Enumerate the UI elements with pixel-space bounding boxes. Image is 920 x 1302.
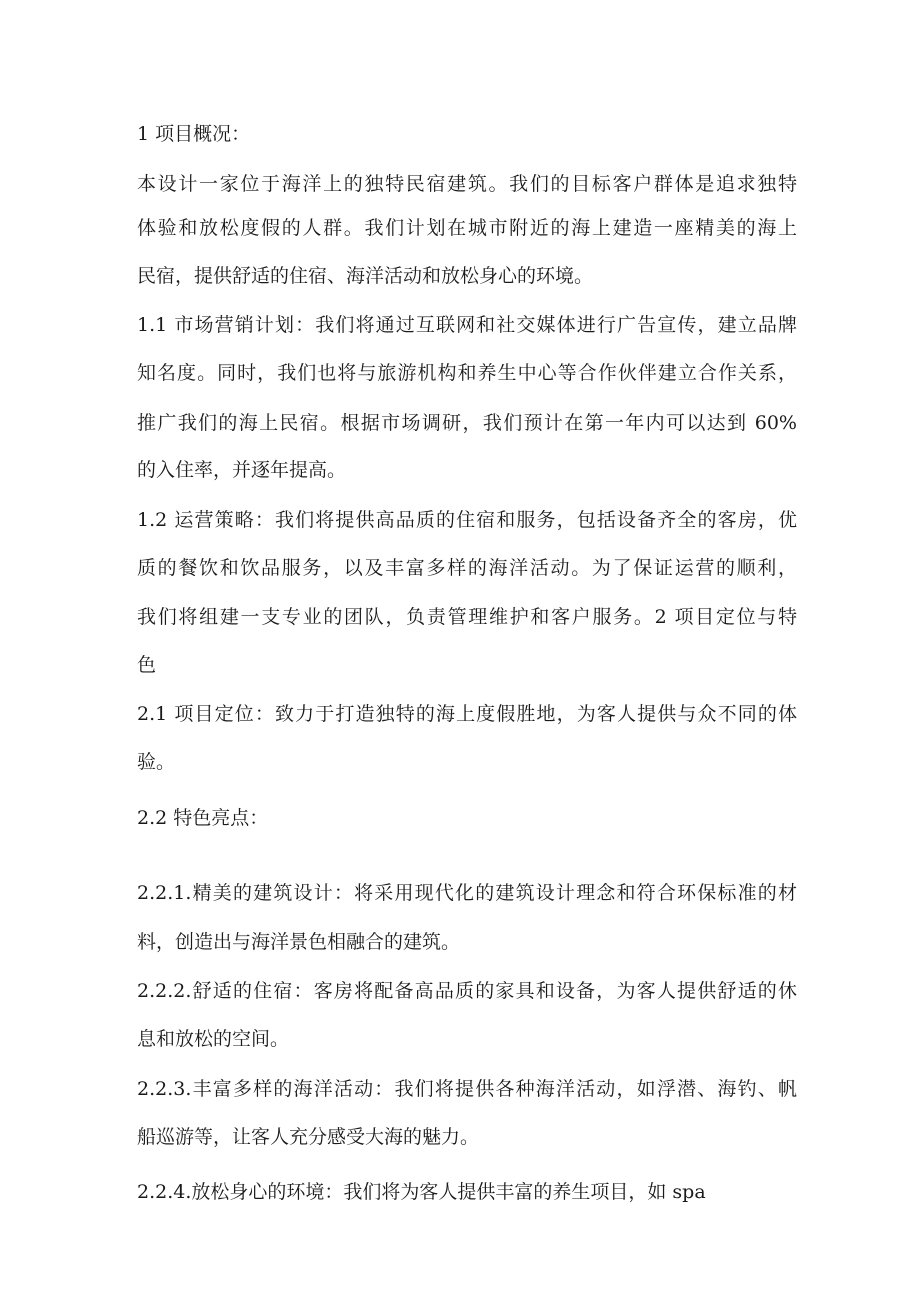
paragraph-line: 船巡游等，让客人充分感受大海的魅力。 (137, 1126, 480, 1148)
paragraph-line: 2.2.2.舒适的住宿：客房将配备高品质的家具和设备，为客人提供舒适的休 (137, 980, 797, 1002)
paragraph-line: 色 (137, 654, 157, 676)
paragraph-line: 2.2.3.丰富多样的海洋活动：我们将提供各种海洋活动，如浮潜、海钓、帆 (137, 1078, 797, 1100)
paragraph-line: 2.2.4.放松身心的环境：我们将为客人提供丰富的养生项目，如 spa (137, 1181, 706, 1203)
paragraph-line: 知名度。同时，我们也将与旅游机构和养生中心等合作伙伴建立合作关系， (137, 362, 797, 384)
paragraph-line: 料，创造出与海洋景色相融合的建筑。 (137, 931, 461, 953)
paragraph-line: 推广我们的海上民宿。根据市场调研，我们预计在第一年内可以达到 60% (137, 412, 797, 434)
paragraph-line: 验。 (137, 751, 176, 773)
paragraph-line: 民宿，提供舒适的住宿、海洋活动和放松身心的环境。 (137, 265, 594, 287)
paragraph-line: 2.1 项目定位：致力于打造独特的海上度假胜地，为客人提供与众不同的体 (137, 703, 797, 725)
paragraph-line: 1.2 运营策略：我们将提供高品质的住宿和服务，包括设备齐全的客房，优 (137, 509, 797, 531)
paragraph-line: 本设计一家位于海洋上的独特民宿建筑。我们的目标客户群体是追求独特 (137, 173, 797, 195)
paragraph-line: 的入住率，并逐年提高。 (137, 459, 347, 481)
paragraph-line: 1.1 市场营销计划：我们将通过互联网和社交媒体进行广告宣传，建立品牌 (137, 314, 797, 336)
paragraph-line: 体验和放松度假的人群。我们计划在城市附近的海上建造一座精美的海上 (137, 217, 797, 239)
section-heading-2-2: 2.2 特色亮点： (137, 807, 269, 829)
section-heading-1: 1 项目概况： (137, 123, 251, 145)
paragraph-line: 2.2.1.精美的建筑设计：将采用现代化的建筑设计理念和符合环保标准的材 (137, 882, 797, 904)
paragraph-line: 息和放松的空间。 (137, 1028, 290, 1050)
paragraph-line: 我们将组建一支专业的团队，负责管理维护和客户服务。2 项目定位与特 (137, 606, 797, 628)
paragraph-line: 质的餐饮和饮品服务，以及丰富多样的海洋活动。为了保证运营的顺利， (137, 557, 797, 579)
